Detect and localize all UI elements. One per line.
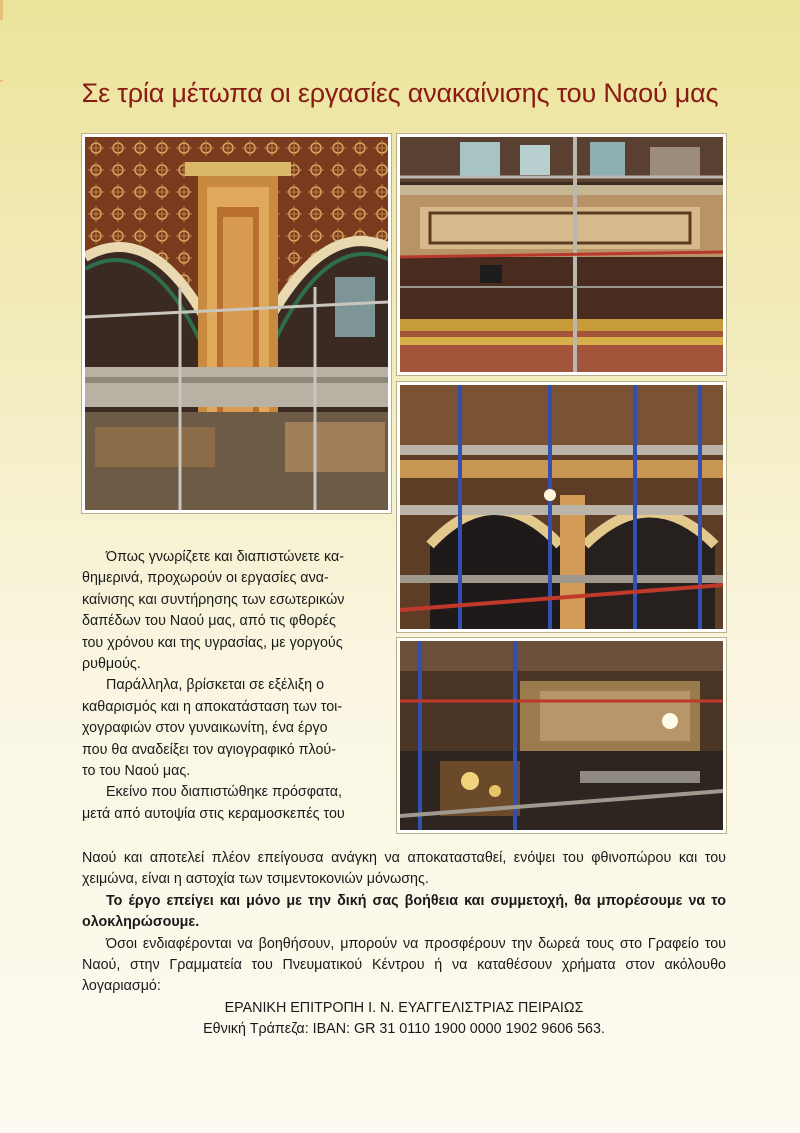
page-title: Σε τρία μέτωπα οι εργασίες ανακαίνισης του Ναού μας	[81, 78, 719, 108]
paragraph-1: Όπως γνωρίζετε και διαπιστώνετε κα- θημερινά, προχωρούν οι εργασίες ανα- καίνισης και συντήρησης των εσωτερικών δαπέδων του Ναού μας, από τις φθορές του χρόνου και της υγρασίας, με γοργούς ρυθμούς.	[82, 549, 345, 673]
paragraph-donation: Όσοι ενδιαφέρονται να βοηθήσουν, μπορούν να προσφέρουν την δωρεά τους στο Γραφείο του Ναού, στην Γραμματεία του Πνευματικού Κέντρου ή να καταθέσουν χρήματα στον ακόλουθο λογαριασμό:	[82, 935, 726, 995]
paragraph-appeal: Το έργο επείγει και μόνο με την δική σας βοήθεια και συμμετοχή, θα μπορέσουμε να το ολοκληρώσουμε.	[82, 892, 726, 931]
bank-iban: Εθνική Τράπεζα: IBAN: GR 31 0110 1900 0000 1902 9606 563.	[203, 1021, 605, 1038]
paragraph-3-start: Εκείνο που διαπιστώθηκε πρόσφατα, μετά από αυτοψία στις κεραμοσκεπές του	[82, 784, 345, 822]
fresco-pillar-scaffold-photo	[82, 134, 391, 513]
page-edge-mark	[0, 0, 3, 1133]
article-full-width	[82, 848, 726, 1041]
gallery-balcony-scaffold-photo	[397, 134, 726, 375]
arches-scaffold-photo	[397, 382, 726, 632]
article-left-column	[82, 547, 385, 825]
paragraph-2: Παράλληλα, βρίσκεται σε εξέλιξη ο καθαρισμός και η αποκατάσταση των τοι- χογραφιών στον γυναικωνίτη, ένα έργο που θα αναδείξει τον αγιογραφικό πλού- το του Ναού μας.	[82, 677, 343, 780]
nave-interior-scaffold-photo	[397, 638, 726, 833]
paragraph-3-continued: Ναού και αποτελεί πλέον επείγουσα ανάγκη να αποκατασταθεί, ενόψει του φθινοπώρου και του χειμώνα, είναι η αστοχία των τσιμεντοκονιών μόνωσης.	[82, 850, 726, 888]
account-holder: ΕΡΑΝΙΚΗ ΕΠΙΤΡΟΠΗ Ι. Ν. ΕΥΑΓΓΕΛΙΣΤΡΙΑΣ ΠΕΙΡΑΙΩΣ	[224, 999, 584, 1016]
